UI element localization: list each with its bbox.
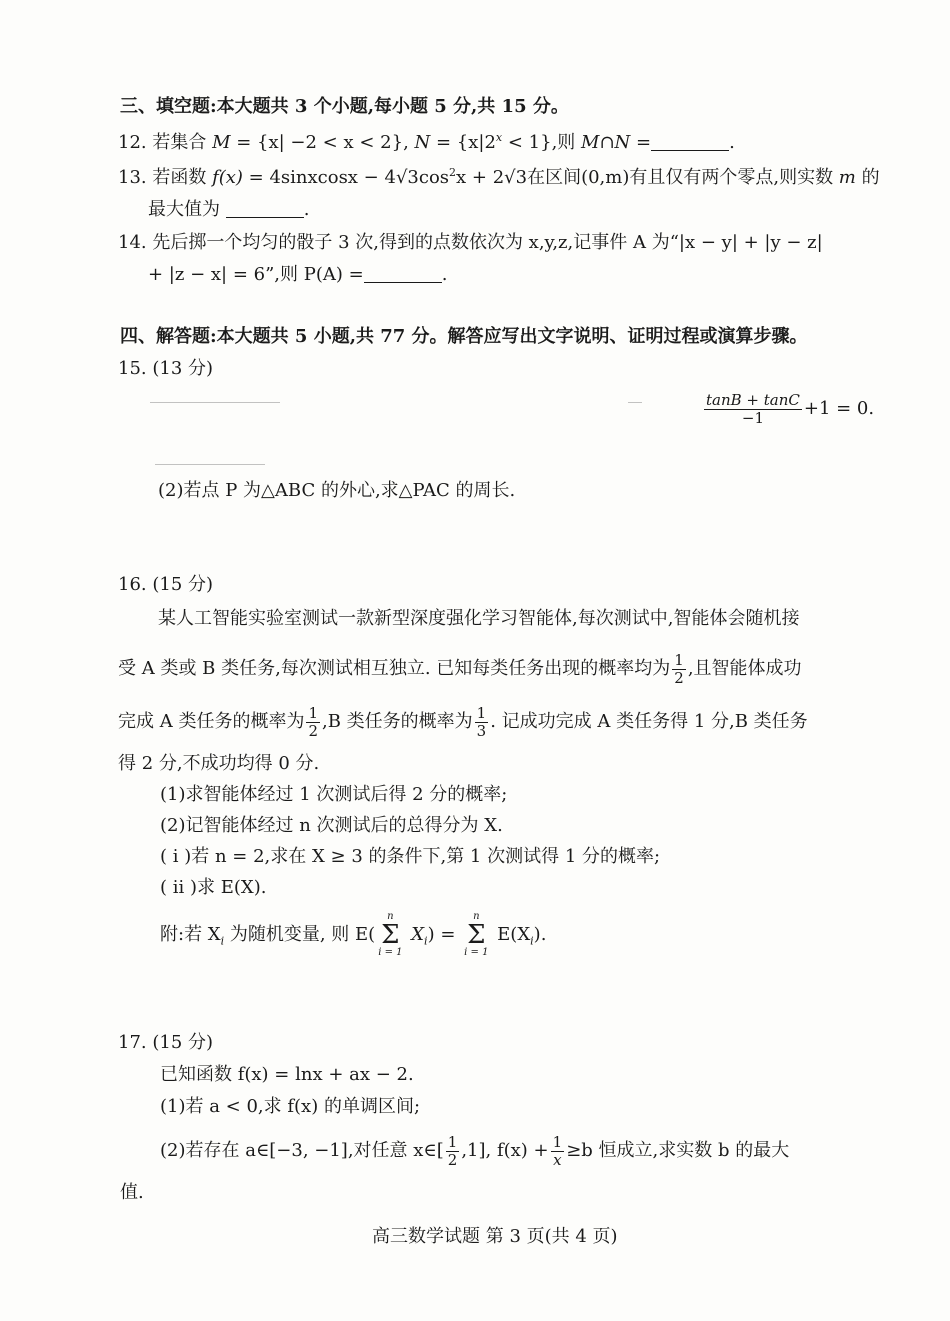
q16-paragraph-line2: [118, 652, 802, 686]
q17-text: (2)若存在 a∈[−3, −1],对任意 x∈[: [160, 1140, 444, 1161]
summation-symbol: [378, 912, 402, 958]
fraction-one-half: [306, 705, 320, 739]
fraction-denominator: 3: [476, 721, 487, 740]
q13-text: 的: [855, 167, 880, 188]
q16-note: [160, 912, 546, 958]
q16-paragraph-line4: 得 2 分,不成功均得 0 分.: [118, 753, 320, 774]
q12-set-n: N: [414, 132, 431, 153]
q12-text: =: [630, 132, 652, 153]
q16-text: . 记成功完成 A 类任务得 1 分,B 类任务: [490, 711, 808, 732]
q16-title: 16. (15 分): [118, 574, 214, 595]
question-14-line2: [148, 264, 447, 286]
q12-set-m: M: [212, 132, 231, 153]
q14-text: + |z − x| = 6”,则 P(A) =: [148, 264, 364, 285]
q12-period: .: [729, 132, 735, 153]
scan-artifact: [628, 402, 642, 403]
q17-title: 17. (15 分): [118, 1032, 214, 1053]
q17-text: ,1], f(x) +: [461, 1140, 549, 1161]
q17-given: 已知函数 f(x) = lnx + ax − 2.: [160, 1064, 414, 1085]
q15-title: 15. (13 分): [118, 358, 214, 379]
fraction-one-over-x: [551, 1134, 565, 1168]
q13-period: .: [303, 199, 310, 220]
summation-symbol: [464, 912, 488, 958]
note-text: X: [405, 924, 425, 945]
page-footer: 高三数学试题 第 3 页(共 4 页): [372, 1226, 618, 1247]
q16-text: ,且智能体成功: [687, 658, 802, 679]
q13-function: f(x): [212, 167, 243, 188]
q16-part2-i: ( i )若 n = 2,求在 X ≥ 3 的条件下,第 1 次测试得 1 分的概率;: [160, 846, 661, 867]
note-text: 为随机变量, 则 E(: [224, 924, 376, 945]
sum-lower: i = 1: [378, 947, 403, 958]
q15-equation-tail: +1 = 0.: [803, 398, 875, 419]
q16-part2-ii: ( ii )求 E(X).: [160, 877, 267, 898]
scan-artifact: [150, 402, 280, 403]
fraction-one-third: [475, 705, 489, 739]
note-subscript: i: [530, 934, 534, 948]
q16-text: 完成 A 类任务的概率为: [118, 711, 305, 732]
q13-text: x + 2√3在区间(0,m)有且仅有两个零点,则实数: [456, 167, 839, 188]
q13-text: = 4sinxcosx − 4√3cos: [242, 167, 450, 188]
note-text: ).: [533, 924, 547, 945]
fraction-numerator: 1: [552, 1133, 563, 1151]
fraction-numerator: 1: [308, 704, 318, 722]
q15-equation: [702, 392, 874, 426]
q12-text: 12. 若集合: [118, 132, 213, 153]
sum-upper: n: [387, 911, 394, 922]
fraction-numerator: 1: [674, 651, 684, 669]
fraction-one-half: [446, 1134, 460, 1168]
q12-text: = {x| −2 < x < 2},: [230, 132, 415, 153]
scan-artifact: [155, 464, 265, 465]
answer-blank: [364, 264, 442, 283]
q13-text: 最大值为: [148, 199, 220, 220]
q16-text: ,B 类任务的概率为: [322, 711, 473, 732]
section3-header: 三、填空题:本大题共 3 个小题,每小题 5 分,共 15 分。: [120, 96, 569, 117]
q15-fraction: [704, 392, 802, 426]
fraction-denominator: −1: [741, 408, 764, 427]
q17-part2-end: 值.: [120, 1182, 144, 1203]
fraction-numerator: 1: [447, 1133, 458, 1151]
question-12: [118, 131, 735, 154]
sum-lower: i = 1: [464, 947, 489, 958]
note-subscript: i: [424, 934, 428, 948]
q16-part1: (1)求智能体经过 1 次测试后得 2 分的概率;: [160, 784, 508, 805]
section4-header: 四、解答题:本大题共 5 小题,共 77 分。解答应写出文字说明、证明过程或演算步骤。: [120, 326, 808, 347]
q13-var-m: m: [838, 167, 856, 188]
q14-period: .: [441, 264, 448, 285]
sum-sigma: Σ: [381, 920, 400, 950]
note-text: 附:若 X: [160, 924, 221, 945]
q12-exponent: x: [495, 131, 503, 144]
fraction-denominator: 2: [674, 668, 684, 687]
note-text: ) =: [427, 924, 462, 945]
sum-sigma: Σ: [467, 920, 486, 950]
q17-part2: [160, 1134, 789, 1168]
fraction-denominator: 2: [308, 721, 318, 740]
q15-part2: (2)若点 P 为△ABC 的外心,求△PAC 的周长.: [158, 480, 516, 501]
sum-upper: n: [473, 911, 480, 922]
q12-text: < 1},则: [502, 132, 582, 153]
note-text: E(X: [491, 924, 531, 945]
fraction-denominator: 2: [447, 1150, 458, 1169]
question-13: [118, 166, 880, 189]
q13-text: 13. 若函数: [118, 167, 213, 188]
note-subscript: i: [220, 934, 225, 948]
answer-blank: [226, 199, 304, 218]
fraction-numerator: 1: [476, 704, 487, 722]
fraction-one-half: [672, 652, 686, 686]
fraction-numerator: tanB + tanC: [706, 391, 800, 409]
answer-blank: [651, 132, 729, 151]
q17-text: ≥b 恒成立,求实数 b 的最大: [566, 1140, 790, 1161]
q13-exponent: 2: [449, 166, 457, 179]
q16-text: 受 A 类或 B 类任务,每次测试相互独立. 已知每类任务出现的概率均为: [118, 658, 671, 679]
fraction-denominator: x: [553, 1150, 562, 1169]
q12-text: = {x|2: [430, 132, 496, 153]
question-13-line2: [148, 199, 309, 221]
q12-intersection: M∩N: [581, 132, 631, 153]
q17-part1: (1)若 a < 0,求 f(x) 的单调区间;: [160, 1096, 421, 1117]
q16-paragraph-line1: 某人工智能实验室测试一款新型深度强化学习智能体,每次测试中,智能体会随机接: [158, 608, 800, 629]
q16-paragraph-line3: [118, 705, 808, 739]
q16-part2: (2)记智能体经过 n 次测试后的总得分为 X.: [160, 815, 503, 836]
question-14: 14. 先后掷一个均匀的骰子 3 次,得到的点数依次为 x,y,z,记事件 A 为“|x − y| + |y − z|: [118, 232, 823, 253]
